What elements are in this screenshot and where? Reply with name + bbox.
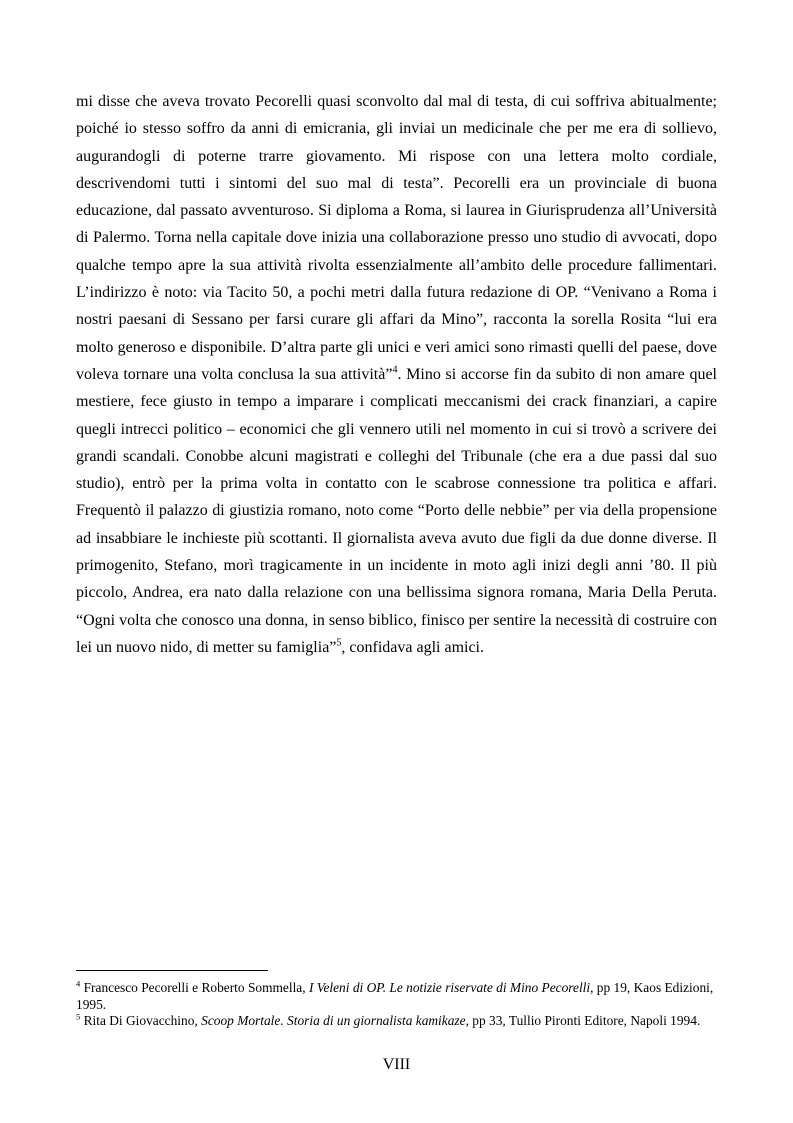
- footnote-text: Francesco Pecorelli e Roberto Sommella,: [80, 980, 309, 995]
- page-number: VIII: [382, 1056, 411, 1073]
- footnote-book-title: I Veleni di OP. Le notizie riservate di Mino Pecorelli: [308, 980, 591, 995]
- footnote-text: Rita Di Giovacchino,: [80, 1013, 202, 1028]
- body-text-segment-2: . Mino si accorse fin da subito di non amare quel mestiere, fece giusto in tempo a imparare i complicati meccanismi dei crack finanziari, a capire quegli intrecci politico – economici che gli vennero utili nel momento in cui si trovò a scrivere dei grandi scandali. Conobbe alcuni magistrati e colleghi del Tribunale (che era a due passi dal suo studio), entrò per la prima volta in contatto con le scabrose connessione tra politica e affari. Frequentò il palazzo di giustizia romano, noto come “Porto delle nebbie” per via della propensione ad insabbiare le inchieste più scottanti. Il giornalista aveva avuto due figli da due donne diverse. Il primogenito, Stefano, morì tragicamente in un incidente in moto agli inizi degli anni ’80. Il più piccolo, Andrea, era nato dalla relazione con una bellissima signora romana, Maria Della Peruta. “Ogni volta che conosco una donna, in senso biblico, finisco per sentire la necessità di costruire con lei un nuovo nido, di metter su famiglia”: [76, 365, 717, 656]
- footnote-text: , pp 33, Tullio Pironti Editore, Napoli 1994.: [465, 1013, 701, 1028]
- footnote-number: 4: [76, 978, 81, 989]
- footnote-separator: [76, 970, 268, 971]
- footnote-reference-5[interactable]: 5: [336, 637, 342, 649]
- body-paragraph: [76, 88, 717, 661]
- footnote-text: , pp 19, Kaos Edizioni, 1995.: [76, 980, 714, 1012]
- footnote-number: 5: [76, 1011, 81, 1022]
- footnote-book-title: Scoop Mortale. Storia di un giornalista kamikaze: [201, 1013, 466, 1028]
- footnote-reference-4[interactable]: 4: [392, 364, 398, 376]
- footnote-5: [76, 1013, 717, 1030]
- body-text-segment-1: mi disse che aveva trovato Pecorelli quasi sconvolto dal mal di testa, di cui soffriva abitualmente; poiché io stesso soffro da anni di emicrania, gli inviai un medicinale che per me era di sollievo, augurandogli di poterne trarre giovamento. Mi rispose con una lettera molto cordiale, descrivendomi tutti i sintomi del suo mal di testa”. Pecorelli era un provinciale di buona educazione, dal passato avventuroso. Si diploma a Roma, si laurea in Giurisprudenza all’Università di Palermo. Torna nella capitale dove inizia una collaborazione presso uno studio di avvocati, dopo qualche tempo apre la sua attività rivolta essenzialmente all’ambito delle procedure fallimentari. L’indirizzo è noto: via Tacito 50, a pochi metri dalla futura redazione di OP. “Venivano a Roma i nostri paesani di Sessano per farsi curare gli affari da Mino”, racconta la sorella Rosita “lui era molto generoso e disponibile. D’altra parte gli unici e veri amici sono rimasti quelli del paese, dove voleva tornare una volta conclusa la sua attività”: [76, 93, 717, 383]
- footnotes: [76, 980, 717, 1030]
- footnote-4: [76, 980, 717, 1013]
- body-text-segment-3: , confidava agli amici.: [341, 638, 484, 656]
